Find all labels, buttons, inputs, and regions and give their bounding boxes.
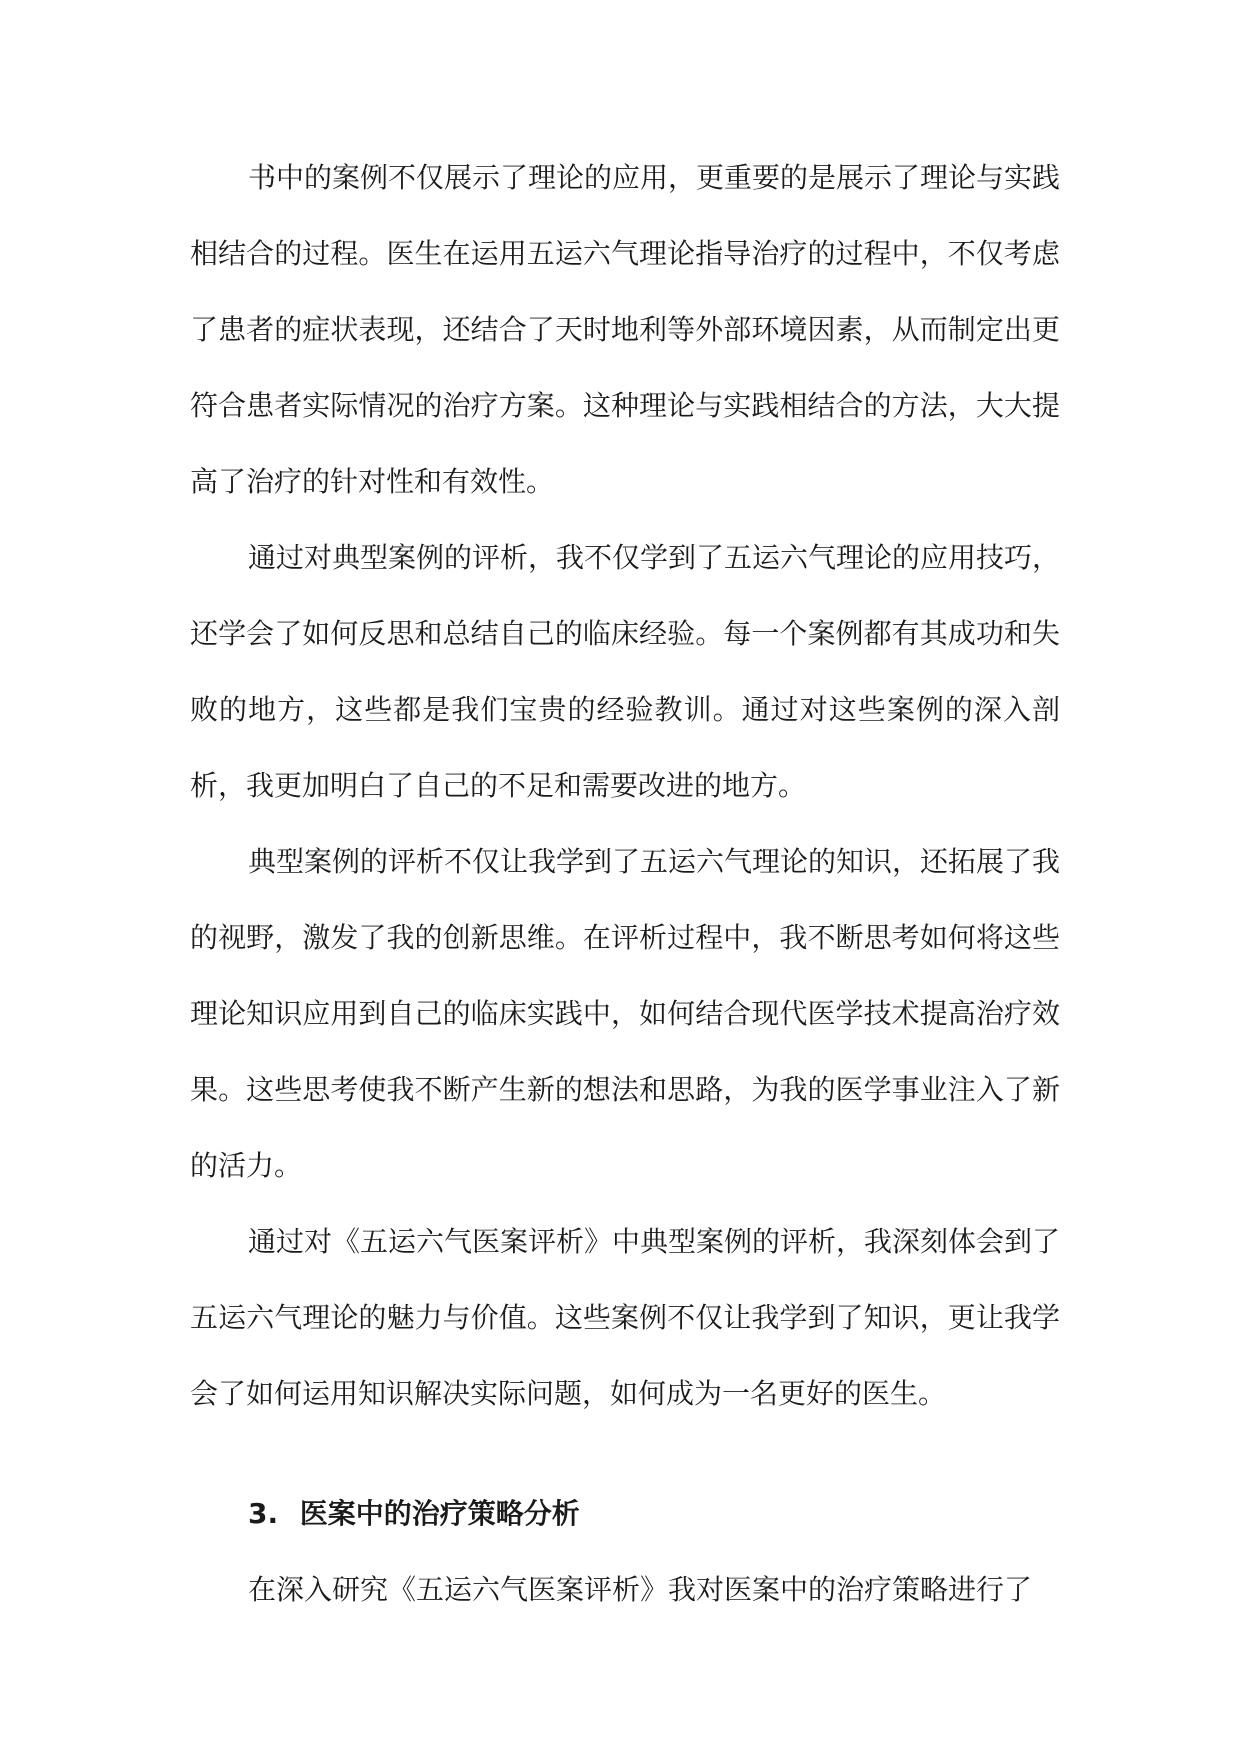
paragraph-2: 通过对典型案例的评析，我不仅学到了五运六气理论的应用技巧，还学会了如何反思和总结自己的临床经验。每一个案例都有其成功和失败的地方，这些都是我们宝贵的经验教训。通过对这些案例的深入剖析，我更加明白了自己的不足和需要改进的地方。 bbox=[190, 541, 1061, 802]
section-number: 3. bbox=[248, 1497, 279, 1530]
document-body bbox=[190, 140, 1060, 1628]
paragraph-4: 通过对《五运六气医案评析》中典型案例的评析，我深刻体会到了五运六气理论的魅力与价值。这些案例不仅让我学到了知识，更让我学会了如何运用知识解决实际问题，如何成为一名更好的医生。 bbox=[190, 1225, 1061, 1410]
section-title: 医案中的治疗策略分析 bbox=[299, 1497, 580, 1530]
paragraph-3: 典型案例的评析不仅让我学到了五运六气理论的知识，还拓展了我的视野，激发了我的创新思维。在评析过程中，我不断思考如何将这些理论知识应用到自己的临床实践中，如何结合现代医学技术提高治疗效果。这些思考使我不断产生新的想法和思路，为我的医学事业注入了新的活力。 bbox=[190, 845, 1061, 1182]
paragraph-5: 在深入研究《五运六气医案评析》我对医案中的治疗策略进行了 bbox=[248, 1573, 1033, 1606]
section-heading bbox=[190, 1476, 1060, 1552]
paragraph-1: 书中的案例不仅展示了理论的应用，更重要的是展示了理论与实践相结合的过程。医生在运用五运六气理论指导治疗的过程中，不仅考虑了患者的症状表现，还结合了天时地利等外部环境因素，从而制定出更符合患者实际情况的治疗方案。这种理论与实践相结合的方法，大大提高了治疗的针对性和有效性。 bbox=[190, 161, 1061, 498]
